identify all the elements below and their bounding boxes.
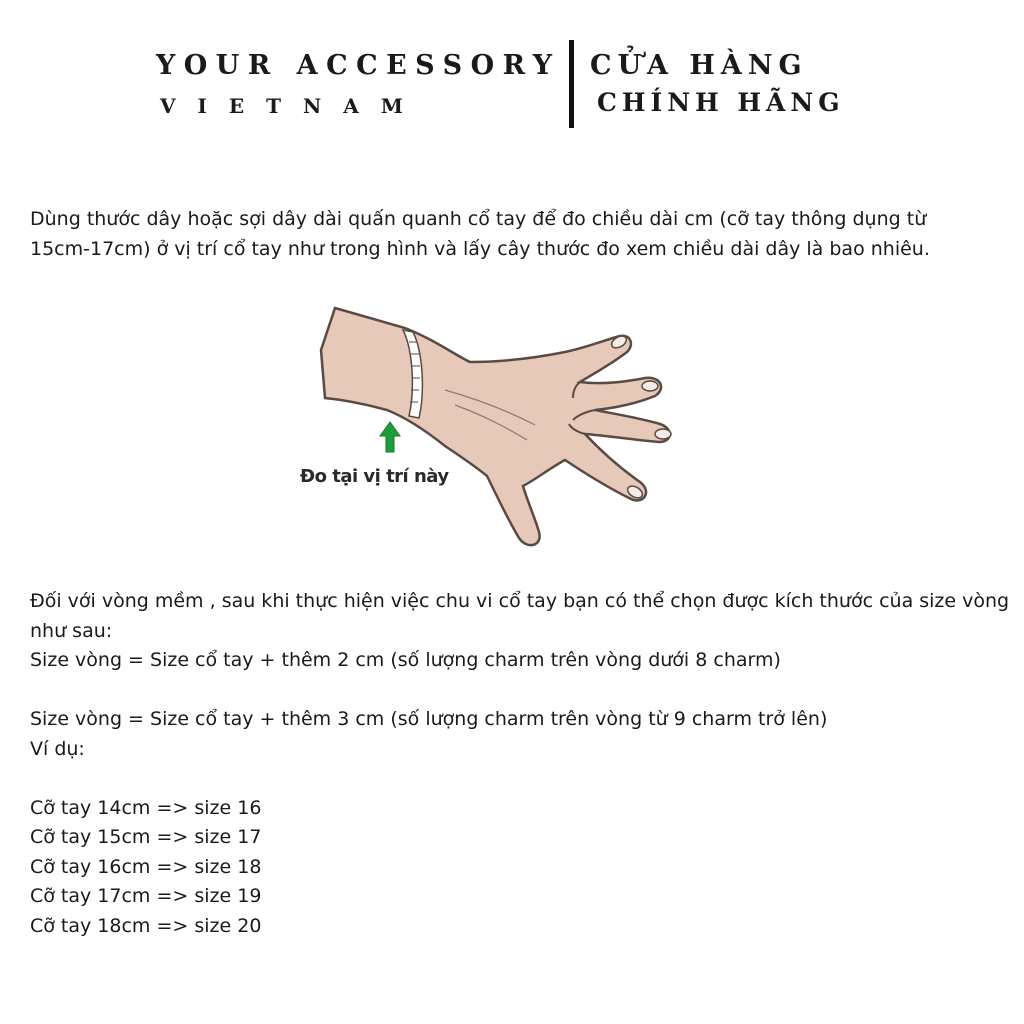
example-item: Cỡ tay 14cm => size 16 xyxy=(30,796,262,819)
store-title-line2: CHÍNH HÃNG xyxy=(597,88,845,117)
store-title-line1: CỬA HÀNG xyxy=(590,50,808,81)
brand-name: YOUR ACCESSORY xyxy=(156,50,561,81)
example-item: Cỡ tay 16cm => size 18 xyxy=(30,855,262,878)
example-heading: Ví dụ: xyxy=(30,737,85,760)
fingernail xyxy=(655,429,671,439)
example-item: Cỡ tay 15cm => size 17 xyxy=(30,826,262,848)
hand-illustration xyxy=(295,300,695,560)
wrist-measure-illustration xyxy=(295,300,695,560)
header xyxy=(0,0,1024,140)
instruction-line: Size vòng = Size cổ tay + thêm 3 cm (số lượng charm trên vòng từ 9 charm trở lên) xyxy=(30,708,828,730)
example-item: Cỡ tay 17cm => size 19 xyxy=(30,885,262,907)
brand-divider xyxy=(569,40,574,128)
intro-paragraph: Dùng thước dây hoặc sợi dây dài quấn quanh cổ tay để đo chiều dài cm (cỡ tay thông dụng từ 15cm-17cm) ở vị trí cổ tay như trong hình và lấy cây thước đo xem chiều dài dây là bao nhiêu. xyxy=(30,208,930,260)
fingernail xyxy=(642,381,658,391)
instruction-line: Đối với vòng mềm , sau khi thực hiện việc chu vi cổ tay bạn có thể chọn được kích thước của size vòng như sau: xyxy=(30,590,1010,642)
instruction-line: Size vòng = Size cổ tay + thêm 2 cm (số lượng charm trên vòng dưới 8 charm) xyxy=(30,649,781,671)
sizing-instructions xyxy=(30,587,1015,941)
example-item: Cỡ tay 18cm => size 20 xyxy=(30,914,262,937)
measure-position-label: Đo tại vị trí này xyxy=(300,466,449,487)
brand-country: VIETNAM xyxy=(160,94,425,118)
spacer xyxy=(30,676,1015,706)
spacer xyxy=(30,764,1015,794)
green-arrow xyxy=(380,422,400,452)
